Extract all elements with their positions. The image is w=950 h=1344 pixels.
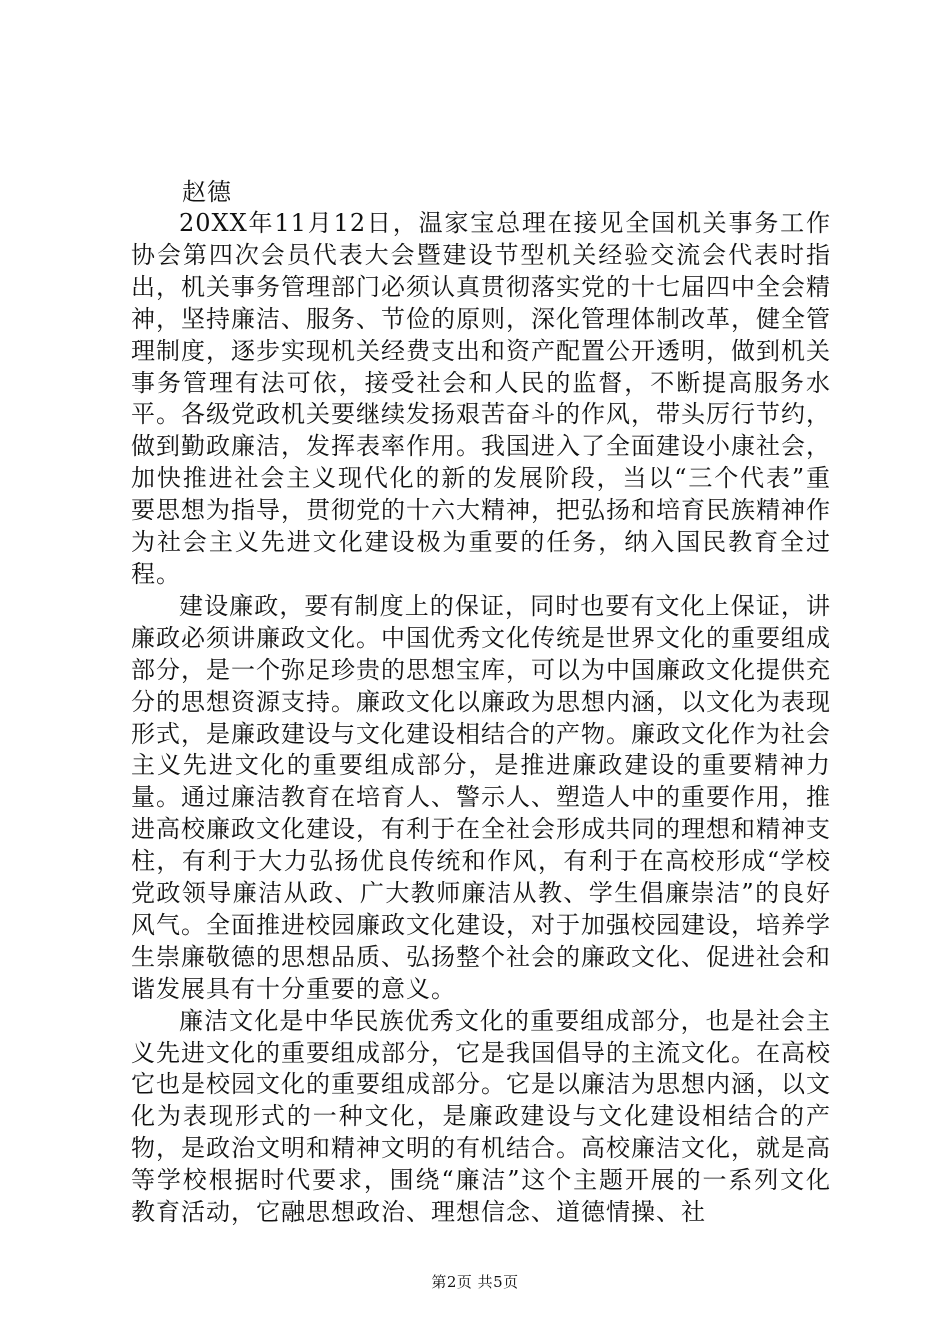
document-body xyxy=(131,208,831,1229)
paragraph-1: 20XX年11月12日，温家宝总理在接见全国机关事务工作协会第四次会员代表大会暨建设节型机关经验交流会代表时指出，机关事务管理部门必须认真贯彻落实党的十七届四中全会精神，坚持廉洁、服务、节俭的原则，深化管理体制改革，健全管理制度，逐步实现机关经费支出和资产配置公开透明，做到机关事务管理有法可依，接受社会和人民的监督，不断提高服务水平。各级党政机关要继续发扬艰苦奋斗的作风，带头厉行节约，做到勤政廉洁，发挥表率作用。我国进入了全面建设小康社会，加快推进社会主义现代化的新的发展阶段，当以“三个代表”重要思想为指导，贯彻党的十六大精神，把弘扬和培育民族精神作为社会主义先进文化建设极为重要的任务，纳入国民教育全过程。 xyxy=(131,209,831,588)
paragraph-2: 建设廉政，要有制度上的保证，同时也要有文化上保证，讲廉政必须讲廉政文化。中国优秀文化传统是世界文化的重要组成部分，是一个弥足珍贵的思想宝库，可以为中国廉政文化提供充分的思想资源支持。廉政文化以廉政为思想内涵，以文化为表现形式，是廉政建设与文化建设相结合的产物。廉政文化作为社会主义先进文化的重要组成部分，是推进廉政建设的重要精神力量。通过廉洁教育在培育人、警示人、塑造人中的重要作用，推进高校廉政文化建设，有利于在全社会形成共同的理想和精神支柱，有利于大力弘扬优良传统和作风，有利于在高校形成“学校党政领导廉洁从政、广大教师廉洁从教、学生倡廉崇洁”的良好风气。全面推进校园廉政文化建设，对于加强校园建设，培养学生崇廉敬德的思想品质、弘扬整个社会的廉政文化、促进社会和谐发展具有十分重要的意义。 xyxy=(131,591,831,1003)
paragraph-3: 廉洁文化是中华民族优秀文化的重要组成部分，也是社会主义先进文化的重要组成部分，它是我国倡导的主流文化。在高校它也是校园文化的重要组成部分。它是以廉洁为思想内涵，以文化为表现形式的一种文化，是廉政建设与文化建设相结合的产物，是政治文明和精神文明的有机结合。高校廉洁文化，就是高等学校根据时代要求，围绕“廉洁”这个主题开展的一系列文化教育活动，它融思想政治、理想信念、道德情操、社 xyxy=(131,1006,831,1227)
author-name: 赵德 xyxy=(182,178,232,206)
page-number-footer: 第2页 共5页 xyxy=(431,1273,519,1291)
